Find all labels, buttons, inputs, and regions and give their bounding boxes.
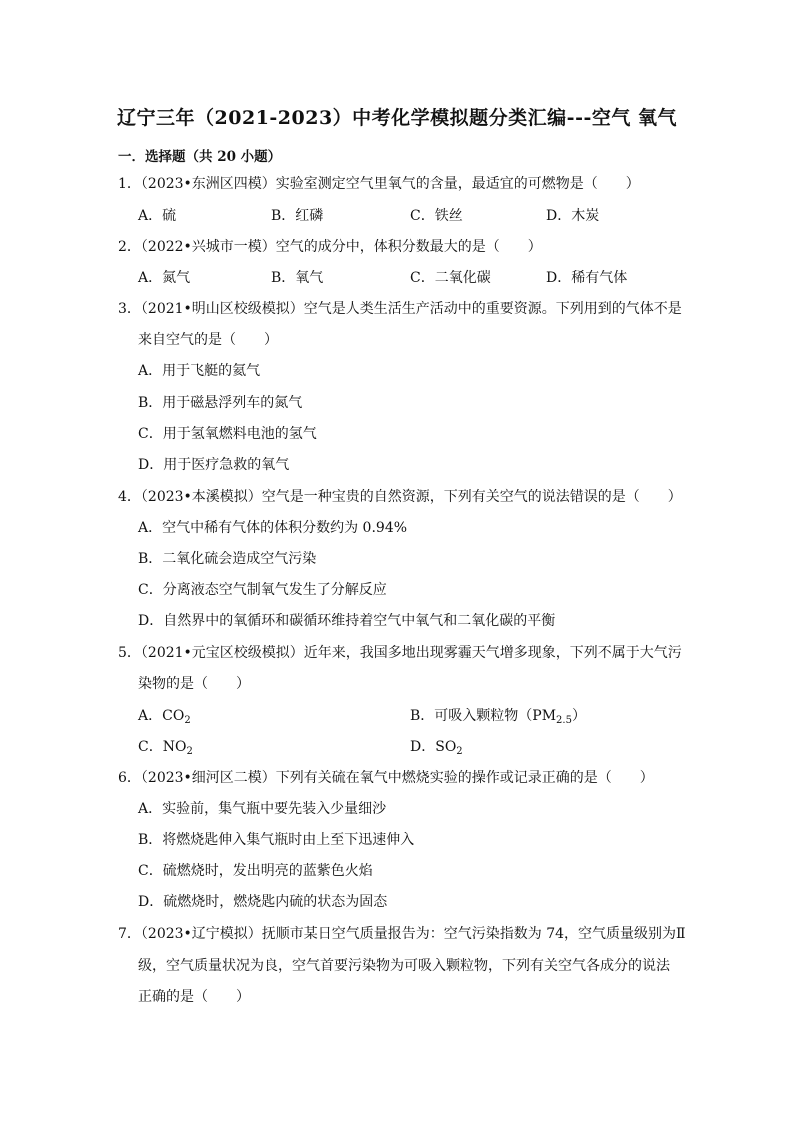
option-c: C．铁丝 — [410, 208, 463, 224]
option-b: B．氧气 — [271, 270, 324, 286]
question-1-stem: 1．（2023•东洲区四模）实验室测定空气里氧气的含量，最适宜的可燃物是（ ） — [118, 176, 640, 192]
question-3-stem: 3．（2021•明山区校级模拟）空气是人类生活生产活动中的重要资源。下列用到的气体不是 — [118, 301, 682, 317]
question-4-option-d: D．自然界中的氧循环和碳循环维持着空气中氧气和二氧化碳的平衡 — [138, 613, 556, 629]
option-a: A．硫 — [138, 208, 177, 224]
option-c: C．二氧化碳 — [410, 270, 491, 286]
question-4-stem: 4．（2023•本溪模拟）空气是一种宝贵的自然资源，下列有关空气的说法错误的是（ ） — [118, 489, 682, 505]
option-b: B．可吸入颗粒物$(PM_{2.5})$ — [410, 708, 586, 726]
question-5-stem: 5．（2021•元宝区校级模拟）近年来，我国多地出现雾霾天气增多现象，下列不属于大气污 — [118, 645, 682, 661]
question-3-option-c: C．用于氢氧燃料电池的氢气 — [138, 426, 317, 442]
question-6-stem: 6．（2023•细河区二模）下列有关硫在氧气中燃烧实验的操作或记录正确的是（ ） — [118, 770, 654, 786]
question-3-option-d: D．用于医疗急救的氧气 — [138, 457, 290, 473]
question-3-stem-continued: 来自空气的是（ ） — [138, 332, 278, 348]
option-d: D．稀有气体 — [546, 270, 628, 286]
question-6-option-b: B．将燃烧匙伸入集气瓶时由上至下迅速伸入 — [138, 832, 415, 848]
question-3-option-a: A．用于飞艇的氦气 — [138, 363, 261, 379]
question-7-stem: 7．（2023•辽宁模拟）抚顺市某日空气质量报告为：空气污染指数为 74，空气质量级别为Ⅱ — [118, 926, 686, 942]
question-6-option-a: A．实验前，集气瓶中要先装入少量细沙 — [138, 801, 387, 817]
option-d: D．木炭 — [546, 208, 600, 224]
option-a: A．$CO_2$ — [138, 708, 191, 726]
option-d: D．$SO_2$ — [410, 739, 463, 757]
option-c: C．$NO_2$ — [138, 739, 193, 757]
option-a: A．氮气 — [138, 270, 191, 286]
question-7-stem-continued-2: 正确的是（ ） — [138, 989, 250, 1005]
question-4-option-a: A．空气中稀有气体的体积分数约为 0.94% — [138, 520, 408, 536]
question-4-option-c: C．分离液态空气制氧气发生了分解反应 — [138, 582, 387, 598]
question-6-option-d: D．硫燃烧时，燃烧匙内硫的状态为固态 — [138, 894, 388, 910]
option-b: B．红磷 — [271, 208, 324, 224]
question-5-stem-continued: 染物的是（ ） — [138, 676, 250, 692]
question-2-stem: 2．（2022•兴城市一模）空气的成分中，体积分数最大的是（ ） — [118, 239, 542, 255]
question-6-option-c: C．硫燃烧时，发出明亮的蓝紫色火焰 — [138, 863, 373, 879]
question-4-option-b: B．二氧化硫会造成空气污染 — [138, 551, 317, 567]
question-7-stem-continued: 级，空气质量状况为良，空气首要污染物为可吸入颗粒物，下列有关空气各成分的说法 — [138, 958, 670, 974]
section-heading: 一．选择题（共 20 小题） — [118, 149, 282, 165]
page-title: 辽宁三年（2021-2023）中考化学模拟题分类汇编---空气 氧气 — [117, 107, 677, 129]
question-3-option-b: B．用于磁悬浮列车的氮气 — [138, 395, 303, 411]
